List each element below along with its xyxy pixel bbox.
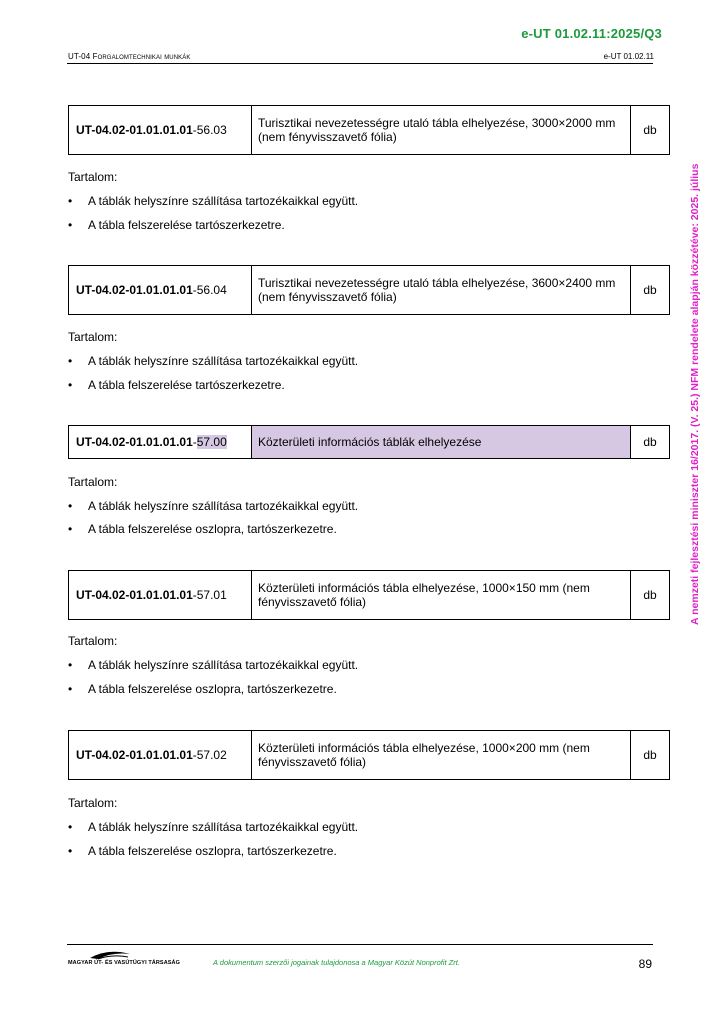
society-logo-text: MAGYAR ÚT- ÉS VASÚTÜGYI TÁRSASÁG <box>68 960 180 966</box>
list-item <box>68 194 358 208</box>
list-item-text: A táblák helyszínre szállítása tartozékaikkal együtt. <box>88 354 359 368</box>
header-reference: e-UT 01.02.11 <box>603 52 654 61</box>
list-item <box>68 378 285 392</box>
item-code-main: UT-04.02-01.01.01.01 <box>76 588 193 602</box>
list-item-text: A tábla felszerelése oszlopra, tartószerkezetre. <box>88 682 337 696</box>
list-item-text: A tábla felszerelése oszlopra, tartószerkezetre. <box>88 522 337 536</box>
item-row <box>68 105 670 155</box>
item-code-main: UT-04.02-01.01.01.01 <box>76 283 193 297</box>
section-header <box>68 52 190 61</box>
item-unit: db <box>643 123 657 137</box>
item-code-separator: - <box>192 435 197 449</box>
item-unit: db <box>643 435 657 449</box>
item-table <box>68 265 670 315</box>
item-unit: db <box>643 283 657 297</box>
content-label: Tartalom: <box>68 170 118 184</box>
item-code-suffix: -57.01 <box>192 588 227 602</box>
list-item-text: A tábla felszerelése tartószerkezetre. <box>88 218 285 232</box>
list-item-text: A tábla felszerelése tartószerkezetre. <box>88 378 285 392</box>
bullet-icon: • <box>68 194 73 208</box>
item-row <box>68 265 670 315</box>
item-code <box>69 731 252 779</box>
item-code <box>69 106 252 154</box>
item-code-suffix: -56.04 <box>192 283 227 297</box>
item-description: Közterületi információs tábla elhelyezése, 1000×200 mm (nem fényvisszavető fólia) <box>252 731 631 779</box>
publication-side-note: A nemzeti fejlesztési miniszter 16/2017. (V. 25.) NFM rendelete alapján közzétéve: 2025. július <box>689 163 701 625</box>
bullet-icon: • <box>68 354 73 368</box>
item-table <box>68 570 670 620</box>
item-table <box>68 425 670 459</box>
list-item-text: A táblák helyszínre szállítása tartozékaikkal együtt. <box>88 820 359 834</box>
header-divider <box>67 63 653 64</box>
page-number: 89 <box>638 957 652 971</box>
item-unit: db <box>643 588 657 602</box>
list-item <box>68 682 337 696</box>
list-item-text: A táblák helyszínre szállítása tartozékaikkal együtt. <box>88 499 359 513</box>
bullet-icon: • <box>68 218 73 232</box>
list-item <box>68 658 358 672</box>
list-item <box>68 522 337 536</box>
content-label: Tartalom: <box>68 634 118 648</box>
copyright-notice: A dokumentum szerzői jogainak tulajdonosa a Magyar Közút Nonprofit Zrt. <box>213 958 460 967</box>
bullet-icon: • <box>68 820 73 834</box>
bullet-icon: • <box>68 658 73 672</box>
item-unit: db <box>643 748 657 762</box>
document-code: e-UT 01.02.11:2025/Q3 <box>521 26 662 41</box>
section-title: Forgalomtechnikai munkák <box>92 52 191 61</box>
bullet-icon: • <box>68 499 73 513</box>
list-item-text: A táblák helyszínre szállítása tartozékaikkal együtt. <box>88 194 359 208</box>
bullet-icon: • <box>68 682 73 696</box>
list-item-text: A tábla felszerelése oszlopra, tartószerkezetre. <box>88 844 337 858</box>
item-code <box>69 426 252 458</box>
content-label: Tartalom: <box>68 330 118 344</box>
item-description: Turisztikai nevezetességre utaló tábla elhelyezése, 3600×2400 mm (nem fényvisszavető fólia) <box>252 266 631 314</box>
item-description: Közterületi információs tábla elhelyezése, 1000×150 mm (nem fényvisszavető fólia) <box>252 571 631 619</box>
society-logo-icon <box>68 948 158 970</box>
item-code-main: UT-04.02-01.01.01.01 <box>76 748 193 762</box>
content-label: Tartalom: <box>68 796 118 810</box>
list-item <box>68 499 358 513</box>
list-item-text: A táblák helyszínre szállítása tartozékaikkal együtt. <box>88 658 359 672</box>
item-table <box>68 730 670 780</box>
content-label: Tartalom: <box>68 475 118 489</box>
item-code-suffix: -57.02 <box>192 748 227 762</box>
item-description: Turisztikai nevezetességre utaló tábla elhelyezése, 3000×2000 mm (nem fényvisszavető fólia) <box>252 106 631 154</box>
list-item <box>68 844 337 858</box>
bullet-icon: • <box>68 522 73 536</box>
section-prefix: UT-04 <box>68 52 93 61</box>
item-code <box>69 266 252 314</box>
item-code-main: UT-04.02-01.01.01.01 <box>76 123 193 137</box>
list-item <box>68 218 285 232</box>
item-code <box>69 571 252 619</box>
item-table <box>68 105 670 155</box>
footer-divider <box>67 944 653 945</box>
list-item <box>68 820 358 834</box>
item-row <box>68 425 670 459</box>
item-code-main: UT-04.02-01.01.01.01 <box>76 435 193 449</box>
list-item <box>68 354 358 368</box>
item-row <box>68 570 670 620</box>
item-description: Közterületi információs táblák elhelyezése <box>252 426 631 458</box>
item-code-suffix: 57.00 <box>196 435 227 449</box>
bullet-icon: • <box>68 378 73 392</box>
item-code-suffix: -56.03 <box>192 123 227 137</box>
item-row <box>68 730 670 780</box>
bullet-icon: • <box>68 844 73 858</box>
